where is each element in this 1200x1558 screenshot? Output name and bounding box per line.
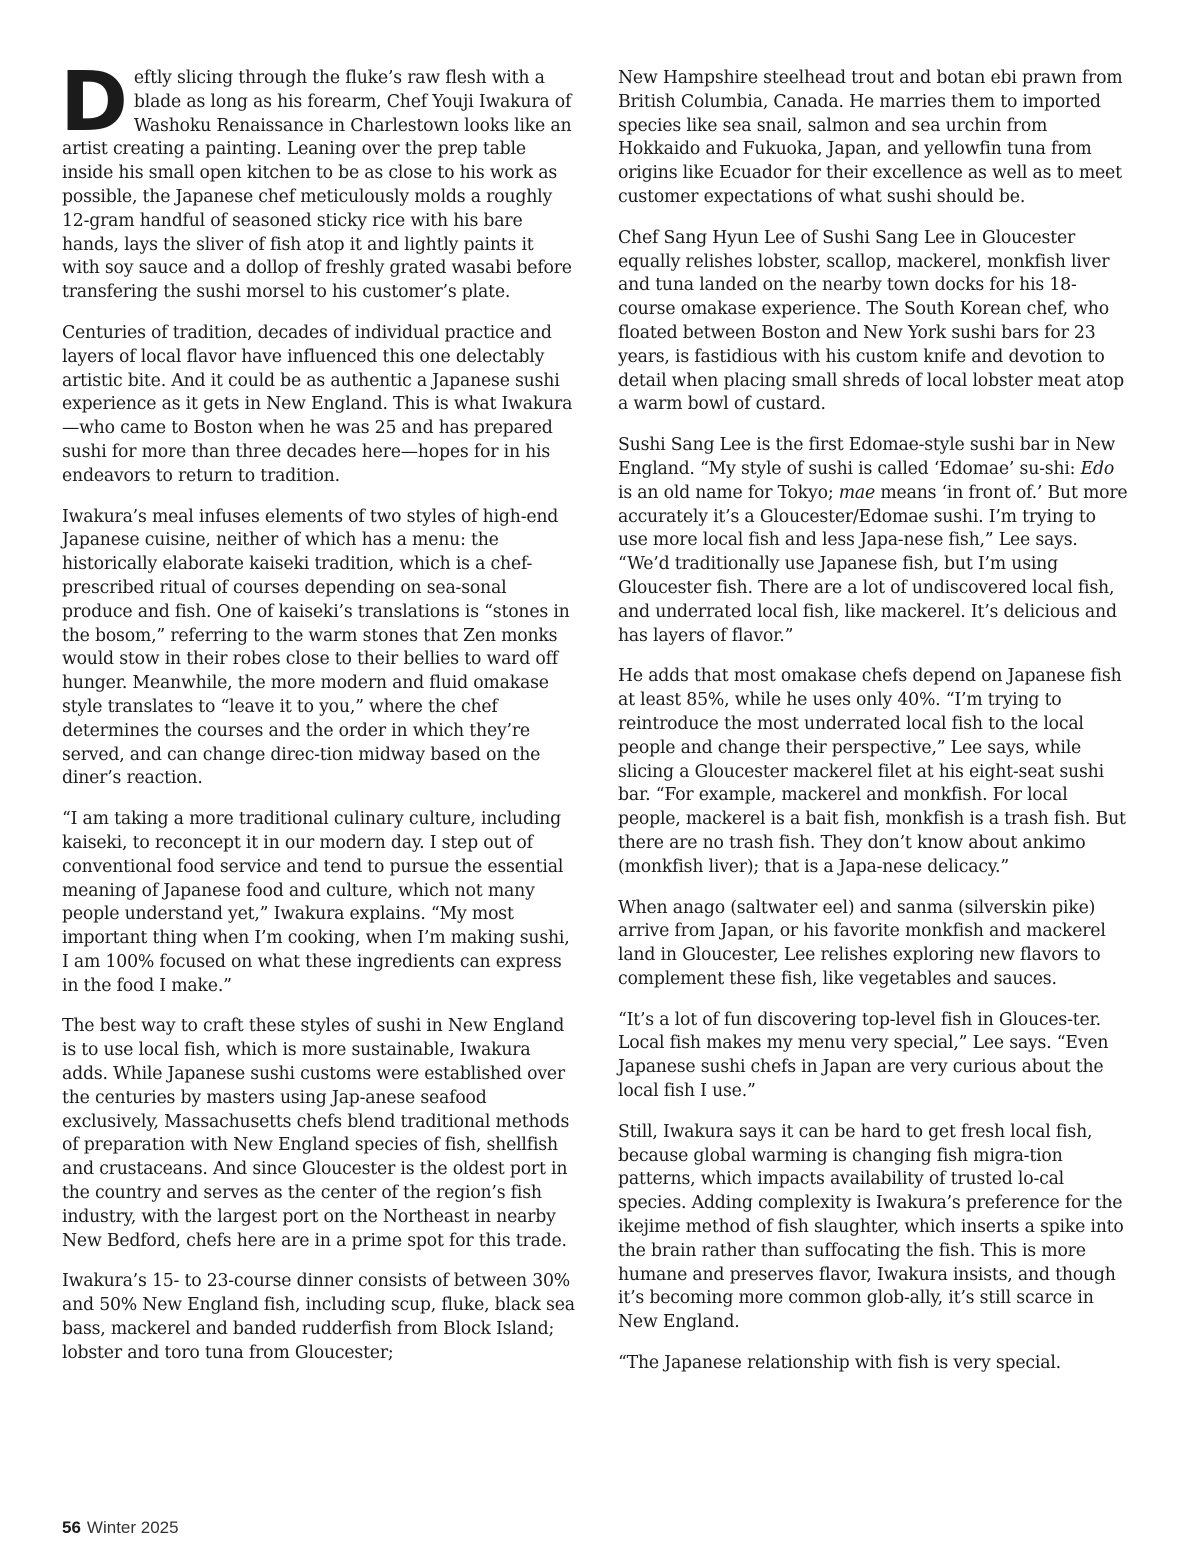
- paragraph-13: Still, Iwakura says it can be hard to get fresh local fish, because global warming is changing fish migra-tion patterns, which impacts availability of trusted lo-cal species. Adding complexity is Iwakura’s preference for the ikejime method of fish slaughter, which inserts a spike into the brain rather than suffocating the fish. This is more humane and preserves flavor, Iwakura insists, and though it’s becoming more common glob-ally, it’s still scarce in New England.: [618, 1121, 1124, 1333]
- paragraph-2: Centuries of tradition, decades of individual practice and layers of local flavor have influenced this one delectably artistic bite. And it could be as authentic a Japanese sushi experience as it gets in New England. This is what Iwakura—who came to Boston when he was 25 and has prepared sushi for more than three decades here—hopes for in his endeavors to return to tradition.: [62, 322, 573, 486]
- paragraph-3: Iwakura’s meal infuses elements of two styles of high-end Japanese cuisine, neither of which has a menu: the historically elaborate kaiseki tradition, which is a chef-prescribed ritual of courses depending on sea-sonal produce and fish. One of kaiseki’s translations is “stones in the bosom,” referring to the warm stones that Zen monks would stow in their robes close to their bellies to ward off hunger. Meanwhile, the more modern and fluid omakase style translates to “leave it to you,” where the chef determines the courses and the order in which they’re served, and can change direc-tion midway based on the diner’s reaction.: [62, 506, 570, 789]
- italic-mae: mae: [838, 482, 876, 503]
- paragraph-4: “I am taking a more traditional culinary culture, including kaiseki, to reconcept it in our modern day. I step out of conventional food service and tend to pursue the essential meaning of Japanese food and culture, which not many people understand yet,” Iwakura explains. “My most important thing when I’m cooking, when I’m making sushi, I am 100% focused on what these ingredients can express in the food I make.”: [62, 809, 570, 996]
- paragraph-1-text: eftly slicing through the fluke’s raw flesh with a blade as long as his forearm, Chef Youji Iwakura of Washoku Renaissance in Charlestown looks like an artist creating a painting. Leaning over the prep table inside his small open kitchen to be as close to his work as possible, the Japanese chef meticulously molds a roughly 12-gram handful of seasoned sticky rice with his bare hands, lays the sliver of fish atop it and lightly paints it with soy sauce and a dollop of freshly grated wasabi before transfering the sushi morsel to his customer’s plate.: [62, 68, 572, 303]
- page-number: 56: [62, 1518, 81, 1537]
- right-column: [618, 67, 1130, 1393]
- paragraph-12: “It’s a lot of fun discovering top-level fish in Glouces-ter. Local fish makes my menu very special,” Lee says. “Even Japanese sushi chefs in Japan are very curious about the local fish I use.”: [618, 1009, 1109, 1102]
- drop-cap: D: [60, 55, 128, 150]
- issue-label: Winter 2025: [86, 1518, 179, 1537]
- paragraph-8: Chef Sang Hyun Lee of Sushi Sang Lee in Gloucester equally relishes lobster, scallop, mackerel, monkfish liver and tuna landed on the nearby town docks for his 18-course omakase experience. The South Korean chef, who floated between Boston and New York sushi bars for 23 years, is fastidious with his custom knife and devotion to detail when placing small shreds of local lobster meat atop a warm bowl of custard.: [618, 227, 1124, 415]
- paragraph-9-part-b: is an old name for Tokyo;: [618, 482, 839, 503]
- paragraph-9: [618, 434, 1130, 648]
- paragraph-11: When anago (saltwater eel) and sanma (silverskin pike) arrive from Japan, or his favorite monkfish and mackerel land in Gloucester, Lee relishes exploring new flavors to complement these fish, like vegetables and sauces.: [618, 897, 1106, 989]
- paragraph-9-part-c: means ‘in front of.’ But more accurately it’s a Gloucester/Edomae sushi. I’m trying to use more local fish and less Japa-nese fish,” Lee says. “We’d traditionally use Japanese fish, but I’m using Gloucester fish. There are a lot of undiscovered local fish, and underrated local fish, like mackerel. It’s delicious and has layers of flavor.”: [618, 482, 1128, 646]
- italic-edo: Edo: [1080, 458, 1115, 479]
- paragraph-9-part-a: Sushi Sang Lee is the first Edomae-style sushi bar in New England. “My style of sushi is called ‘Edomae’ su-shi:: [618, 435, 1116, 479]
- paragraph-6: Iwakura’s 15- to 23-course dinner consists of between 30% and 50% New England fish, including scup, fluke, black sea bass, mackerel and banded rudderfish from Block Island; lobster and toro tuna from Gloucester;: [62, 1271, 575, 1363]
- paragraph-1: [60, 55, 576, 305]
- paragraph-5: The best way to craft these styles of sushi in New England is to use local fish, which is more sustainable, Iwakura adds. While Japanese sushi customs were established over the centuries by masters using Jap-anese seafood exclusively, Massachusetts chefs blend traditional methods of preparation with New England species of fish, shellfish and crustaceans. And since Gloucester is the oldest port in the country and serves as the center of the region’s fish industry, with the largest port on the Northeast in nearby New Bedford, chefs here are in a prime spot for this trade.: [62, 1016, 570, 1251]
- left-column: [60, 55, 576, 1383]
- paragraph-7: New Hampshire steelhead trout and botan ebi prawn from British Columbia, Canada. He marries them to imported species like sea snail, salmon and sea urchin from Hokkaido and Fukuoka, Japan, and yellowfin tuna from origins like Ecuador for their excellence as well as to meet customer expectations of what sushi should be.: [618, 68, 1123, 207]
- paragraph-14: “The Japanese relationship with fish is very special.: [618, 1353, 1061, 1374]
- page-footer: [62, 1518, 179, 1538]
- paragraph-10: He adds that most omakase chefs depend on Japanese fish at least 85%, while he uses only 40%. “I’m trying to reintroduce the most underrated local fish to the local people and change their perspective,” Lee says, while slicing a Gloucester mackerel filet at his eight-seat sushi bar. “For example, mackerel and monkfish. For local people, mackerel is a bait fish, monkfish is a trash fish. But there are no trash fish. They don’t know about ankimo (monkfish liver); that is a Japa-nese delicacy.”: [618, 666, 1126, 877]
